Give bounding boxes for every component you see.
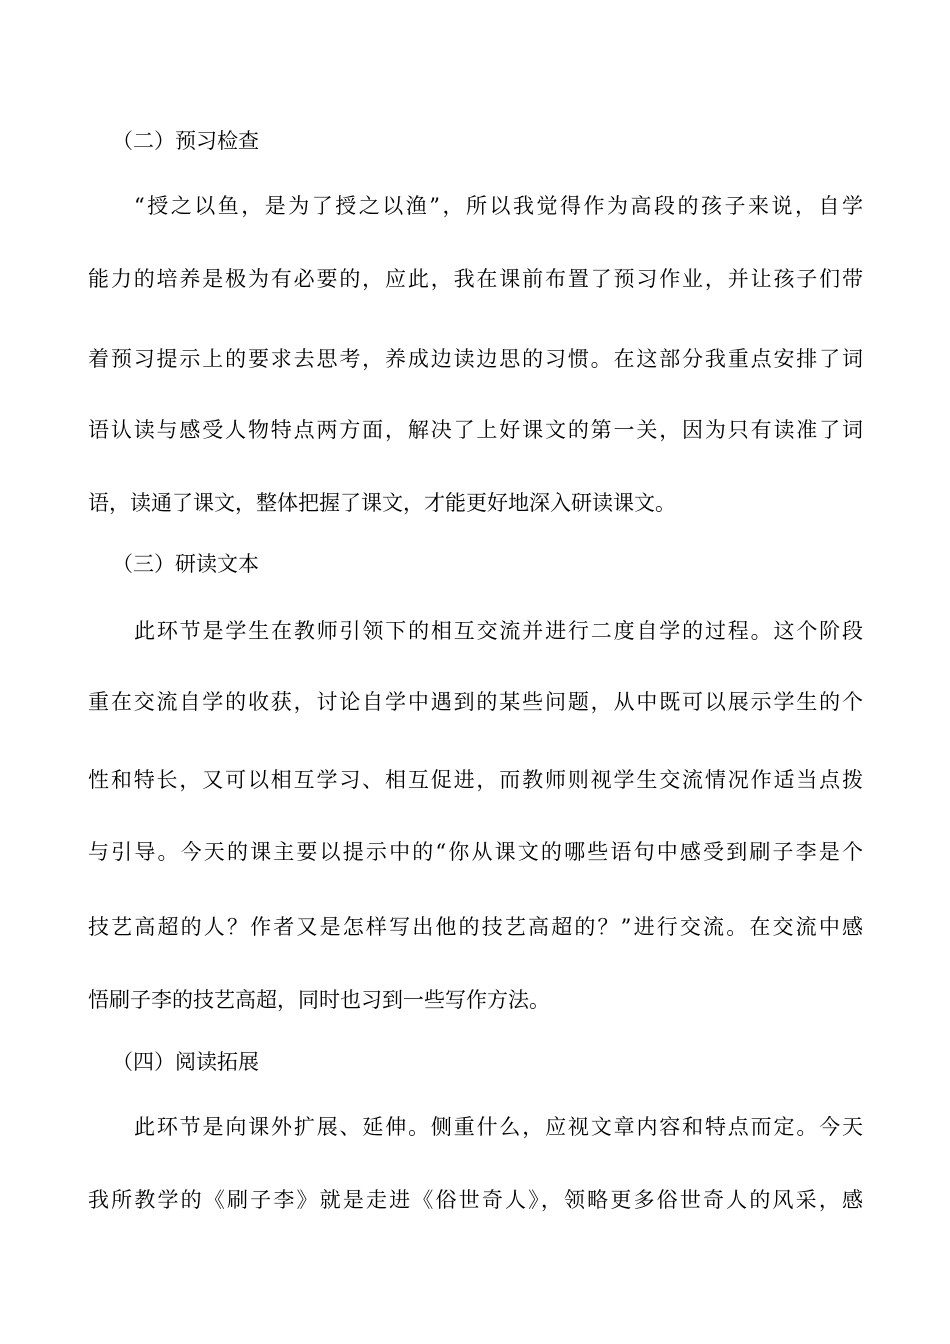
paragraph-line: 能力的培养是极为有必要的，应此，我在课前布置了预习作业，并让孩子们带 xyxy=(88,267,863,291)
paragraph-line: “授之以鱼，是为了授之以渔”，所以我觉得作为高段的孩子来说，自学 xyxy=(134,194,863,218)
paragraph-line: 悟刷子李的技艺高超，同时也习到一些写作方法。 xyxy=(88,988,550,1012)
paragraph-line: 此环节是向课外扩展、延伸。侧重什么，应视文章内容和特点而定。今天 xyxy=(134,1115,863,1139)
section-heading-text-study: （三）研读文本 xyxy=(112,552,259,576)
paragraph-line: 语认读与感受人物特点两方面，解决了上好课文的第一关，因为只有读准了词 xyxy=(88,418,863,442)
paragraph-line: 性和特长，又可以相互学习、相互促进，而教师则视学生交流情况作适当点拨 xyxy=(88,768,863,792)
section-heading-preview-check: （二）预习检查 xyxy=(112,129,259,153)
paragraph-line: 与引导。今天的课主要以提示中的“你从课文的哪些语句中感受到刷子李是个 xyxy=(88,840,863,864)
paragraph-line: 语，读通了课文，整体把握了课文，才能更好地深入研读课文。 xyxy=(88,491,676,515)
section-heading-reading-extension: （四）阅读拓展 xyxy=(112,1050,259,1074)
paragraph-line: 此环节是学生在教师引领下的相互交流并进行二度自学的过程。这个阶段 xyxy=(134,619,863,643)
paragraph-line: 着预习提示上的要求去思考，养成边读边思的习惯。在这部分我重点安排了词 xyxy=(88,347,863,371)
paragraph-line: 我所教学的《刷子李》就是走进《俗世奇人》，领略更多俗世奇人的风采，感 xyxy=(88,1188,863,1212)
paragraph-line: 技艺高超的人？作者又是怎样写出他的技艺高超的？”进行交流。在交流中感 xyxy=(88,915,863,939)
paragraph-line: 重在交流自学的收获，讨论自学中遇到的某些问题，从中既可以展示学生的个 xyxy=(88,690,863,714)
